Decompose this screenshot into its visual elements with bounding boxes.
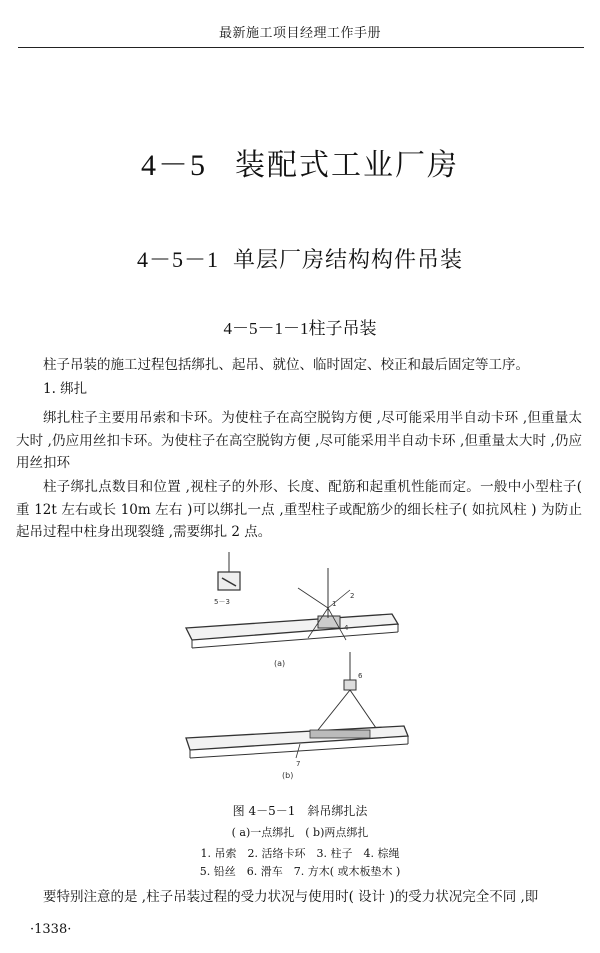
- label-6: 6: [358, 672, 363, 680]
- label-b: (b): [282, 771, 294, 780]
- binding-paragraph: 绑扎柱子主要用吊索和卡环。为使柱子在高空脱钩方便 ,尽可能采用半自动卡环 ,但重量太大时 ,仍应用丝扣卡环。为使柱子在高空脱钩方便 ,尽可能采用半自动卡环 ,但重量太大时 ,仍应用丝扣环: [16, 410, 582, 471]
- header-rule: [18, 47, 584, 48]
- subsection-number: 4－5－1: [136, 247, 219, 272]
- page-number: ·1338·: [30, 922, 72, 937]
- running-header: 最新施工项目经理工作手册: [218, 26, 381, 41]
- label-7: 7: [296, 760, 301, 768]
- section-number: 4－5: [141, 149, 207, 182]
- figure-caption: 图 4－5－1 斜吊绑扎法: [232, 804, 368, 818]
- section-title: 装配式工业厂房: [235, 148, 459, 183]
- oblique-lifting-diagram: [178, 548, 414, 780]
- subsubsection-number: 4－5－1－1: [223, 319, 309, 338]
- continuation-paragraph: 要特别注意的是 ,柱子吊装过程的受力状况与使用时( 设计 )的受力状况完全不同 ,即: [43, 889, 539, 905]
- subsection-heading: [0, 243, 600, 274]
- item-heading: 1. 绑扎: [43, 381, 88, 397]
- intro-paragraph: 柱子吊装的施工过程包括绑扎、起吊、就位、临时固定、校正和最后固定等工序。: [43, 357, 529, 373]
- subsection-title: 单层厂房结构构件吊装: [233, 248, 464, 273]
- subsubsection-heading: [0, 314, 600, 339]
- label-2: 2: [350, 592, 355, 600]
- binding-points-paragraph: 柱子绑扎点数目和位置 ,视柱子的外形、长度、配筋和起重机性能而定。一般中小型柱子( 重 12t 左右或长 10m 左右 )可以绑扎一点 ,重型柱子或配筋少的细长柱子( 如抗风柱 ) 为防止起吊过程中柱身出现裂缝 ,需要绑扎 2 点。: [16, 479, 582, 540]
- section-heading: [0, 140, 600, 184]
- label-4: 4: [344, 624, 349, 632]
- label-a: (a): [274, 659, 286, 668]
- label-1: 1: [332, 600, 337, 608]
- inset-label: 5－3: [214, 598, 230, 606]
- figure-subcaption: ( a)一点绑扎 ( b)两点绑扎: [231, 826, 369, 839]
- figure-legend-line-2: 5. 铅丝 6. 滑车 7. 方木( 或木板垫木 ): [199, 865, 401, 878]
- subsubsection-title: 柱子吊装: [308, 319, 377, 339]
- figure-legend-line-1: 1. 吊索 2. 活络卡环 3. 柱子 4. 棕绳: [200, 847, 400, 860]
